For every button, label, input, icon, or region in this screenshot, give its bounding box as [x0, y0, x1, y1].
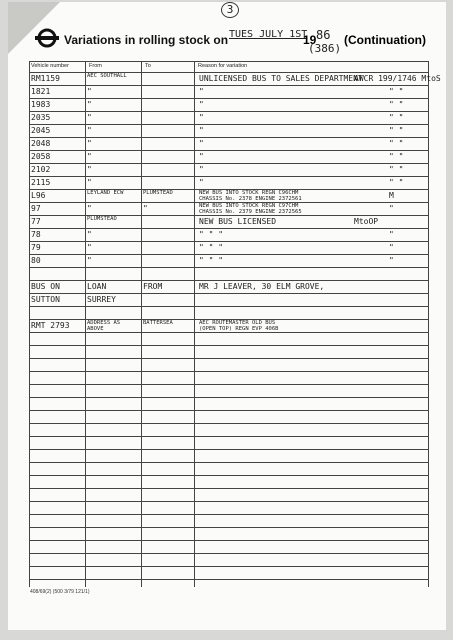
ruled-line: [29, 332, 429, 333]
table-border-right: [428, 61, 429, 587]
ruled-line: [29, 410, 429, 411]
ruled-line: [29, 345, 429, 346]
column-divider: [141, 61, 142, 587]
cell-reason: NEW BUS INTO STOCK REGN C96CHM: [199, 190, 299, 196]
ruled-line: [29, 176, 429, 177]
cell-vehicle: 1821: [31, 87, 51, 96]
column-header-to: To: [145, 63, 151, 69]
cell-reason: NEW BUS LICENSED: [199, 217, 277, 226]
cell-reason-line2: CHASSIS No. 2379 ENGINE 2372565: [199, 209, 302, 215]
ruled-line: [29, 124, 429, 125]
cell-vehicle: 2102: [31, 165, 51, 174]
cell-vehicle: 2035: [31, 113, 51, 122]
page-number: 3: [221, 2, 239, 18]
ruled-line: [29, 228, 429, 229]
column-header-reason: Reason for variation: [198, 63, 248, 69]
ruled-line: [29, 527, 429, 528]
cell-from: ": [87, 126, 92, 135]
cell-to: ": [143, 204, 148, 213]
cell-from: LEYLAND ECW: [87, 190, 124, 196]
ruled-line: [29, 384, 429, 385]
ruled-line: [29, 423, 429, 424]
cell-from: ": [87, 178, 92, 187]
cell-reason: ": [199, 113, 204, 122]
continuation-label: (Continuation): [344, 33, 426, 47]
ruled-line: [29, 61, 429, 62]
ruled-line: [29, 462, 429, 463]
cell-extra: ": [389, 230, 394, 239]
cell-reason: MR J LEAVER, 30 ELM GROVE,: [199, 282, 325, 291]
ruled-line: [29, 98, 429, 99]
form-title: Variations in rolling stock on: [64, 33, 229, 47]
cell-reason: " " ": [199, 243, 224, 252]
cell-from: SURREY: [87, 295, 116, 304]
cell-from: ": [87, 230, 92, 239]
cell-reason-line2: (OPEN TOP) REGN EVP 406B: [199, 326, 279, 332]
ruled-line: [29, 488, 429, 489]
cell-reason: ": [199, 126, 204, 135]
ruled-line: [29, 111, 429, 112]
handwritten-date: TUES JULY 1ST: [229, 29, 308, 40]
cell-from: ": [87, 100, 92, 109]
ruled-line: [29, 553, 429, 554]
cell-reason: " " ": [199, 230, 224, 239]
table-border-left: [29, 61, 30, 587]
cell-extra: ": [389, 243, 394, 252]
ruled-line: [29, 241, 429, 242]
cell-vehicle: 79: [31, 243, 41, 252]
cell-vehicle: 2058: [31, 152, 51, 161]
column-header-from: From: [89, 63, 102, 69]
ruled-line: [29, 280, 429, 281]
cell-from: ": [87, 256, 92, 265]
ruled-line: [29, 579, 429, 580]
cell-vehicle: 2045: [31, 126, 51, 135]
cell-reason: ": [199, 87, 204, 96]
ruled-line: [29, 436, 429, 437]
cell-reason: ": [199, 178, 204, 187]
cell-from: ": [87, 139, 92, 148]
cell-extra: " ": [389, 87, 404, 96]
cell-reason: NEW BUS INTO STOCK REGN C97CHM: [199, 203, 299, 209]
cell-extra: " ": [389, 152, 404, 161]
cell-vehicle: RM1159: [31, 74, 60, 83]
cell-reason: " " ": [199, 256, 224, 265]
cell-extra: " ": [389, 126, 404, 135]
cell-vehicle: 97: [31, 204, 41, 213]
cell-vehicle: RMT 2793: [31, 321, 70, 330]
cell-extra: MtoOP: [354, 217, 379, 226]
cell-from: ": [87, 152, 92, 161]
ruled-line: [29, 293, 429, 294]
cell-vehicle: SUTTON: [31, 295, 60, 304]
form-footer-code: 408/69(2) (500 3/79 121/1): [30, 589, 90, 595]
cell-from: ": [87, 243, 92, 252]
ruled-line: [29, 514, 429, 515]
cell-to: BATTERSEA: [143, 320, 173, 326]
cell-extra: " ": [389, 100, 404, 109]
ruled-line: [29, 475, 429, 476]
cell-from: ": [87, 204, 92, 213]
ruled-line: [29, 150, 429, 151]
london-transport-roundel-icon: [34, 28, 60, 48]
cell-extra: " ": [389, 165, 404, 174]
cell-vehicle: L96: [31, 191, 46, 200]
cell-from: ": [87, 113, 92, 122]
cell-vehicle: 2115: [31, 178, 51, 187]
ruled-line: [29, 358, 429, 359]
cell-vehicle: 1983: [31, 100, 51, 109]
cell-vehicle: 78: [31, 230, 41, 239]
cell-reason: ": [199, 139, 204, 148]
cell-from: LOAN: [87, 282, 107, 291]
cell-reason: UNLICENSED BUS TO SALES DEPARTMENT: [199, 74, 363, 83]
cell-from: ": [87, 87, 92, 96]
cell-reason: ": [199, 100, 204, 109]
ruled-line: [29, 163, 429, 164]
cell-extra: " ": [389, 113, 404, 122]
ruled-line: [29, 371, 429, 372]
cell-extra: M: [389, 191, 394, 200]
cell-from: AEC SOUTHALL: [87, 73, 127, 79]
cell-reason-line2: CHASSIS No. 2378 ENGINE 2372561: [199, 196, 302, 202]
cell-from: ": [87, 165, 92, 174]
cell-to: FROM: [143, 282, 163, 291]
column-divider: [85, 61, 86, 587]
cell-reason: ": [199, 165, 204, 174]
ruled-line: [29, 566, 429, 567]
handwritten-year: 86: [316, 28, 331, 42]
cell-vehicle: 2048: [31, 139, 51, 148]
column-divider: [194, 61, 195, 587]
cell-from: PLUMSTEAD: [87, 216, 117, 222]
column-header-vehicle: Vehicle number: [31, 63, 69, 69]
year-prefix: 19: [303, 33, 317, 47]
cell-extra: ": [389, 256, 394, 265]
ruled-line: [29, 540, 429, 541]
cell-vehicle: BUS ON: [31, 282, 60, 291]
variations-table: [29, 61, 441, 587]
cell-reason: ": [199, 152, 204, 161]
cell-extra: " ": [389, 178, 404, 187]
handwritten-reference: (386): [308, 42, 342, 55]
cell-vehicle: 77: [31, 217, 41, 226]
ruled-line: [29, 85, 429, 86]
cell-extra: AWCR 199/1746 MtoS: [354, 74, 441, 83]
ruled-line: [29, 306, 429, 307]
cell-extra: ": [389, 204, 394, 213]
ruled-line: [29, 137, 429, 138]
cell-extra: " ": [389, 139, 404, 148]
cell-to: PLUMSTEAD: [143, 190, 173, 196]
ruled-line: [29, 501, 429, 502]
cell-from: ADDRESS AS ABOVE: [87, 320, 121, 332]
ruled-line: [29, 254, 429, 255]
ruled-line: [29, 267, 429, 268]
ruled-line: [29, 397, 429, 398]
cell-reason: AEC ROUTEMASTER OLD BUS: [199, 320, 276, 326]
ruled-line: [29, 449, 429, 450]
cell-vehicle: 80: [31, 256, 41, 265]
